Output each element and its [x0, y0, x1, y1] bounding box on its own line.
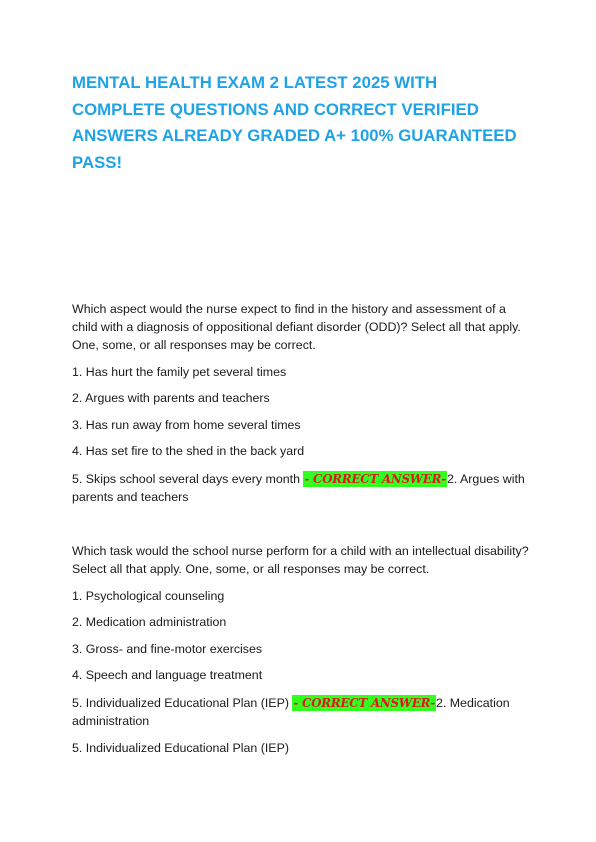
q2-option-5-with-answer — [72, 694, 532, 730]
correct-answer-badge: - CORRECT ANSWER- — [304, 472, 446, 486]
correct-answer-badge: - CORRECT ANSWER- — [293, 696, 435, 710]
q1-option-5-with-answer — [72, 470, 532, 506]
q2-option-2: 2. Medication administration — [72, 615, 227, 629]
question-2-text: Which task would the school nurse perform for a child with an intellectual disability? Select all that apply. One, some, or all responses may be correct. — [72, 544, 529, 576]
q2-answer: 2. Medication administration — [72, 696, 510, 728]
document-title: MENTAL HEALTH EXAM 2 LATEST 2025 WITH COMPLETE QUESTIONS AND CORRECT VERIFIED ANSWERS ALREADY GRADED A+ 100% GUARANTEED PASS! — [72, 73, 517, 172]
q2-option-1: 1. Psychological counseling — [72, 589, 225, 603]
question-1-text: Which aspect would the nurse expect to find in the history and assessment of a child with a diagnosis of oppositional defiant disorder (ODD)? Select all that apply. One, some, or all responses may be correct. — [72, 302, 521, 352]
q1-option-1: 1. Has hurt the family pet several times — [72, 365, 287, 379]
q1-option-5: 5. Skips school several days every month — [72, 472, 304, 486]
q2-option-4: 4. Speech and language treatment — [72, 668, 263, 682]
q1-option-2: 2. Argues with parents and teachers — [72, 391, 270, 405]
q2-option-3: 3. Gross- and fine-motor exercises — [72, 642, 263, 656]
q1-option-4: 4. Has set fire to the shed in the back yard — [72, 444, 305, 458]
q2-trailing-option: 5. Individualized Educational Plan (IEP) — [72, 741, 289, 755]
q1-option-3: 3. Has run away from home several times — [72, 418, 301, 432]
q2-option-5: 5. Individualized Educational Plan (IEP) — [72, 696, 293, 710]
q1-answer: 2. Argues with parents and teachers — [72, 472, 525, 504]
